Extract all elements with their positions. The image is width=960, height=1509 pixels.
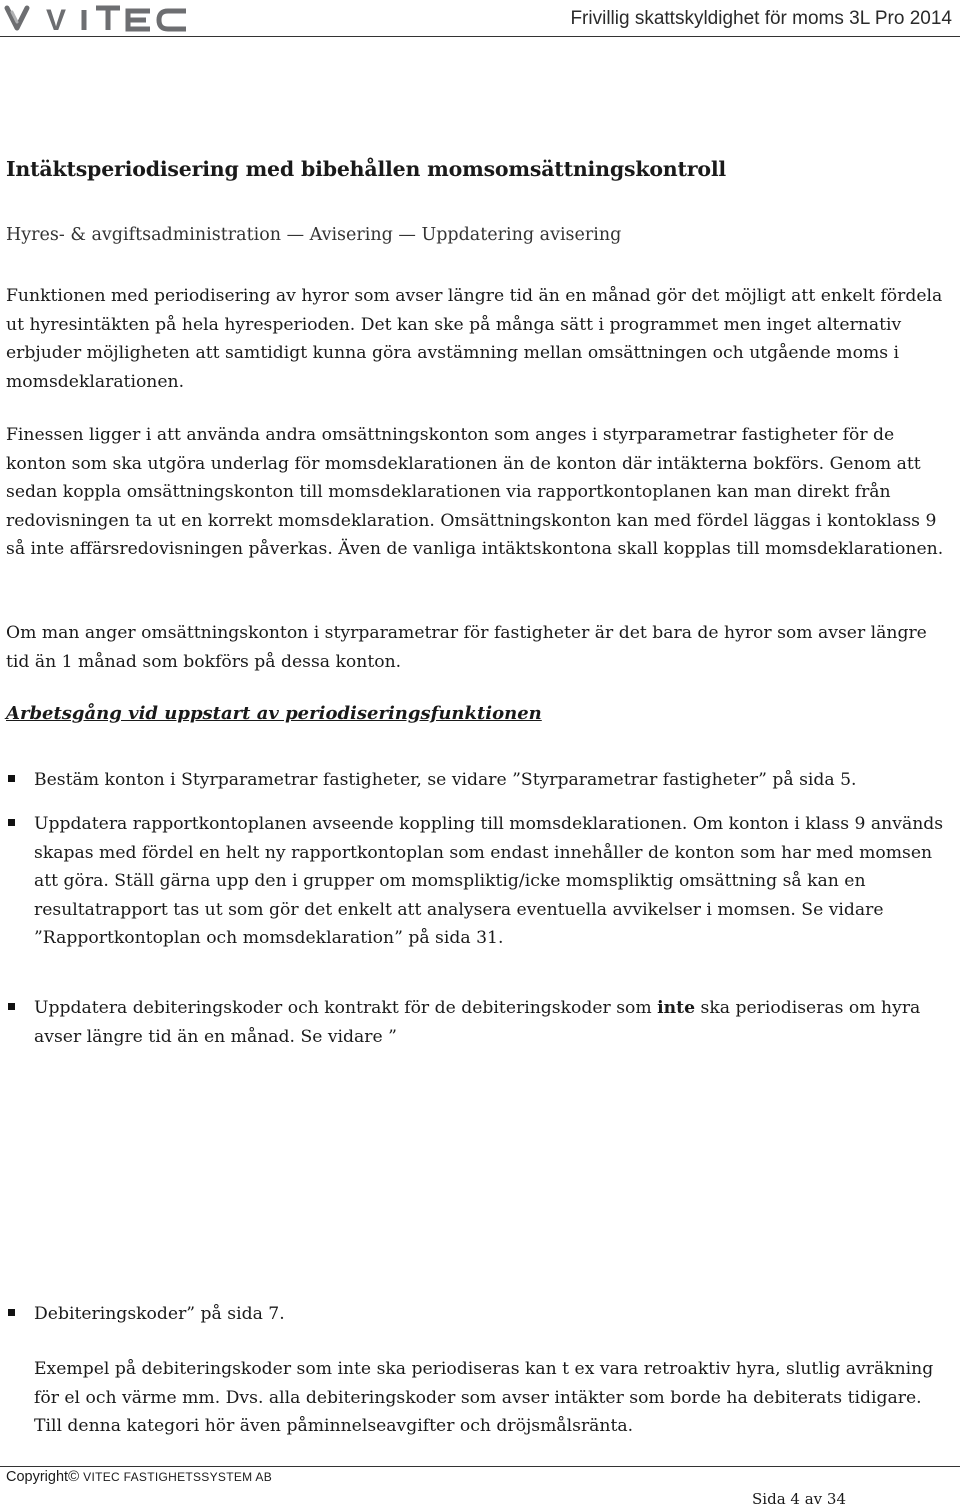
header-divider xyxy=(0,36,960,37)
list-item-text: Debiteringskoder” på sida 7. xyxy=(34,1304,285,1324)
square-bullet-icon xyxy=(8,775,15,782)
subsection-heading: Arbetsgång vid uppstart av periodiseringsfunktionen xyxy=(6,703,542,724)
square-bullet-icon xyxy=(8,1003,15,1010)
square-bullet-icon xyxy=(8,1309,15,1316)
vitec-logo-mark xyxy=(4,2,204,34)
page-header xyxy=(0,0,960,36)
copyright-label: Copyright xyxy=(6,1469,69,1485)
company-name: VITEC FASTIGHETSSYSTEM AB xyxy=(83,1470,273,1484)
paragraph-example: Exempel på debiteringskoder som inte ska periodiseras kan t ex vara retroaktiv hyra, slutlig avräkning för el och värme mm. Dvs. alla debiteringskoder som avser intäkter som borde ha debiterats tidigare. Till denna kategori hör även påminnelseavgifter och dröjsmålsränta. xyxy=(34,1359,934,1437)
section-title: Intäktsperiodisering med bibehållen momsomsättningskontroll xyxy=(6,157,727,181)
copyright-notice xyxy=(6,1468,272,1485)
list-item-text xyxy=(34,994,954,1051)
document-title: Frivillig skattskyldighet för moms 3L Pro 2014 xyxy=(570,8,952,29)
svg-text:V: V xyxy=(46,4,71,34)
copyright-icon: © xyxy=(68,1468,80,1485)
list-item-text: Uppdatera rapportkontoplanen avseende koppling till momsdeklarationen. Om konton i klass 9 används skapas med fördel en helt ny rapportkontoplan som endast innehåller de konton som har med momsen att göra. Ställ gärna upp den i grupper om momspliktig/icke momspliktig omsättning så kan en resultatrapport tas ut som gör det enkelt att analysera eventuella avvikelser i momsen. Se vidare ”Rapportkontoplan och momsdeklaration” på sida 31. xyxy=(34,814,944,949)
emphasis-inte: inte xyxy=(657,998,696,1018)
breadcrumb: Hyres- & avgiftsadministration — Avisering — Uppdatering avisering xyxy=(6,225,622,245)
paragraph-finessen: Finessen ligger i att använda andra omsättningskonton som anges i styrparametrar fastigheter för de konton som ska utgöra underlag för momsdeklarationen än de konton där intäkterna bokförs. Genom att sedan koppla omsättningskonton till momsdeklarationen via rapportkontoplanen kan man direkt från redovisningen ta ut en korrekt momsdeklaration. Omsättningskonton kan med fördel läggas i kontoklass 9 så inte affärsredovisningen påverkas. Även de vanliga intäktskontona skall kopplas till momsdeklarationen. xyxy=(6,425,944,560)
footer-divider xyxy=(0,1466,960,1467)
list-item-text: Bestäm konton i Styrparametrar fastigheter, se vidare ”Styrparametrar fastigheter” på sida 5. xyxy=(34,770,857,790)
page-number: Sida 4 av 34 xyxy=(752,1490,846,1508)
paragraph-omsattningskonton: Om man anger omsättningskonton i styrparametrar för fastigheter är det bara de hyror som avser längre tid än 1 månad som bokförs på dessa konton. xyxy=(6,623,927,672)
list-item-text-end: ska periodiseras om hyra avser längre tid än en månad. Se vidare ” xyxy=(34,998,921,1047)
square-bullet-icon xyxy=(8,819,15,826)
vitec-logo xyxy=(4,2,204,34)
paragraph-intro: Funktionen med periodisering av hyror som avser längre tid än en månad gör det möjligt att enkelt fördela ut hyresintäkten på hela hyresperioden. Det kan ske på många sätt i programmet men inget alternativ erbjuder möjligheten att samtidigt kunna göra avstämning mellan omsättningen och utgående moms i momsdeklarationen. xyxy=(6,286,943,392)
list-item-text-start: Uppdatera debiteringskoder och kontrakt för de debiteringskoder som xyxy=(34,998,658,1018)
